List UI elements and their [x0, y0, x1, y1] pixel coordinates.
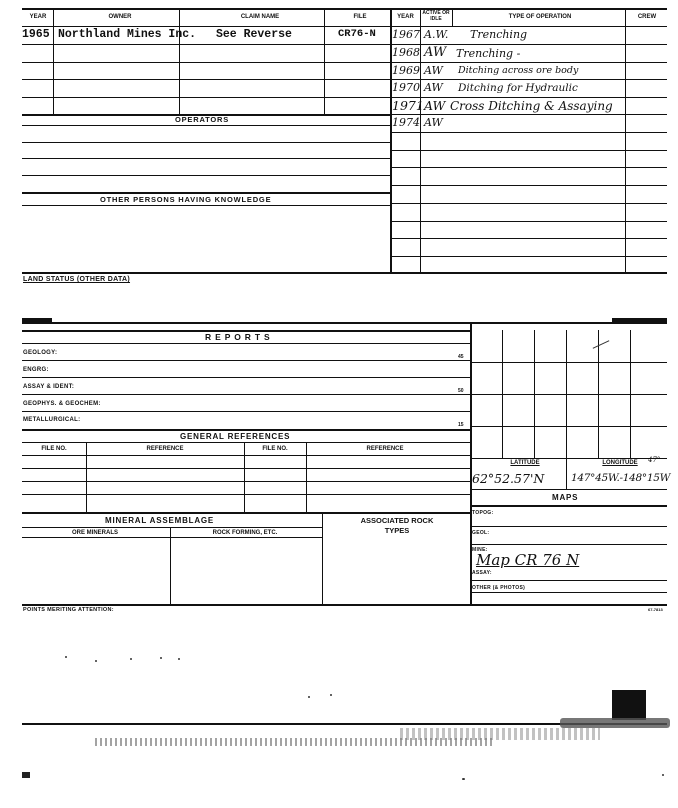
owner-entry-file: CR76-N: [338, 28, 376, 40]
gr-header-reference: REFERENCE: [146, 446, 184, 452]
ore-minerals-header: ORE MINERALS: [71, 530, 118, 536]
header-file: FILE: [353, 14, 367, 20]
operation-active: A.W.: [424, 28, 449, 41]
longitude-note: 47°: [648, 456, 661, 464]
maps-mine-value: Map CR 76 N: [476, 551, 580, 569]
header-year-2: YEAR: [397, 14, 414, 20]
gr-header-reference-2: REFERENCE: [366, 446, 404, 452]
owner-entry-owner: Northland Mines Inc.: [58, 28, 197, 41]
header-year: YEAR: [29, 14, 47, 20]
operation-type: Cross Ditching & Assaying: [450, 99, 613, 113]
operation-year: 1970: [392, 81, 420, 94]
latitude-label: LATITUDE: [510, 460, 540, 466]
longitude-label: LONGITUDE: [602, 460, 638, 466]
report-row-code: 50: [458, 388, 464, 394]
mineral-assemblage-title: MINERAL ASSEMBLAGE: [105, 516, 215, 525]
gr-header-file-no: FILE NO.: [41, 446, 67, 452]
maps-geol-label: GEOL:: [472, 530, 490, 536]
operation-type: Ditching for Hydraulic: [458, 82, 578, 94]
report-row-engrg: ENGRG:: [23, 367, 49, 373]
owner-entry-year: 1965: [22, 28, 50, 41]
header-owner: OWNER: [108, 14, 132, 20]
owner-entry-claim-name: See Reverse: [216, 28, 292, 41]
longitude-value: 147°45W.-148°15W: [571, 472, 671, 484]
gr-header-file-no-2: FILE NO.: [262, 446, 288, 452]
operation-active: AW: [424, 64, 443, 77]
report-row-geology: GEOLOGY:: [23, 350, 58, 356]
maps-other-label: OTHER (& PHOTOS): [472, 585, 526, 591]
operation-type: Trenching: [470, 28, 528, 41]
report-row-assay: ASSAY & IDENT:: [23, 384, 75, 390]
header-claim-name: CLAIM NAME: [240, 14, 280, 20]
maps-assay-label: ASSAY:: [472, 570, 492, 576]
header-crew: CREW: [637, 14, 657, 20]
points-meriting-attention: POINTS MERITING ATTENTION:: [23, 607, 114, 613]
reports-title: R E P O R T S: [205, 332, 271, 342]
land-status-title: LAND STATUS (OTHER DATA): [23, 276, 131, 283]
header-active-idle: ACTIVE OR IDLE: [422, 10, 450, 22]
maps-topog-label: TOPOG:: [472, 510, 494, 516]
associated-rock-types-header: ASSOCIATED ROCK TYPES: [360, 516, 434, 535]
report-row-geophys: GEOPHYS. & GEOCHEM:: [23, 401, 101, 407]
maps-mine-label: MINE:: [472, 547, 488, 553]
operation-year: 1969: [392, 64, 420, 77]
operation-active: AW: [424, 45, 447, 60]
latitude-value: 62°52.57'N: [472, 471, 545, 486]
report-row-code: 15: [458, 422, 464, 428]
form-code: 67-7813: [648, 607, 663, 612]
operation-active: AW: [424, 81, 443, 94]
operation-year: 1967: [392, 28, 420, 41]
report-row-code: 45: [458, 354, 464, 360]
header-type-of-operation: TYPE OF OPERATION: [508, 14, 572, 20]
rock-forming-header: ROCK FORMING, ETC.: [212, 530, 278, 536]
operation-year: 1971: [392, 98, 424, 113]
general-references-title: GENERAL REFERENCES: [180, 432, 291, 441]
operation-type: Trenching -: [456, 47, 521, 60]
operation-active: AW: [424, 98, 446, 113]
operators-title: OPERATORS: [175, 115, 230, 124]
operation-type: Ditching across ore body: [458, 65, 579, 76]
maps-title: MAPS: [552, 493, 579, 502]
operation-year: 1968: [392, 46, 420, 59]
other-persons-title: OTHER PERSONS HAVING KNOWLEDGE: [100, 195, 272, 204]
report-row-metallurgical: METALLURGICAL:: [23, 417, 81, 423]
operation-year: 1974: [392, 116, 420, 129]
operation-active: AW: [424, 116, 443, 129]
